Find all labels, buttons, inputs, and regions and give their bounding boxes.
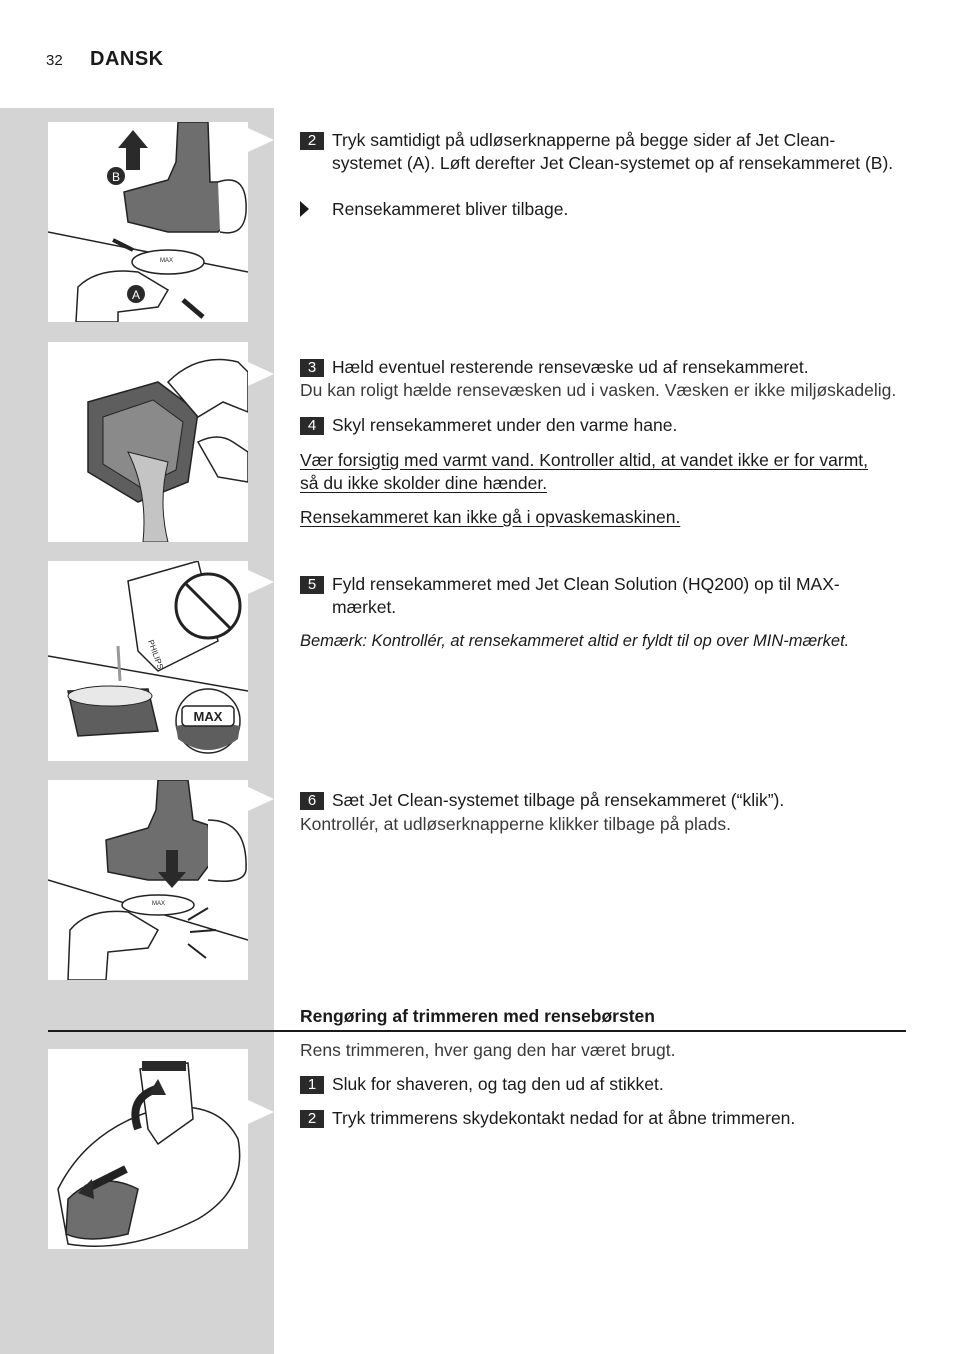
section-heading: Rengøring af trimmeren med rensebørsten: [300, 1006, 655, 1026]
illustration-fill-solution: [48, 561, 248, 761]
illustration-pointer: [248, 787, 274, 811]
step-text: Fyld rensekammeret med Jet Clean Solution (HQ200) op til MAX-mærket.: [332, 574, 840, 617]
step-4-rinse: [300, 414, 902, 437]
illustration-pointer: [248, 362, 274, 386]
step-number: 2: [300, 132, 324, 150]
step-number: 3: [300, 359, 324, 377]
step-text: Sluk for shaveren, og tag den ud af stikket.: [332, 1074, 664, 1094]
step-number: 2: [300, 1110, 324, 1128]
illustration-reattach-jet-clean: [48, 780, 248, 980]
section-divider: [48, 1030, 906, 1032]
step-6-note: Kontrollér, at udløserknapperne klikker tilbage på plads.: [300, 814, 731, 834]
step-text: Skyl rensekammeret under den varme hane.: [332, 415, 678, 435]
step-6-reattach: [300, 789, 902, 812]
warning-hot-water: Vær forsigtig med varmt vand. Kontroller altid, at vandet ikke er for varmt, så du ikke skolder dine hænder.: [300, 450, 868, 493]
label-b: B: [111, 170, 121, 184]
result-bullet: [300, 198, 902, 221]
max-badge-label: MAX: [193, 709, 223, 724]
step-number: 6: [300, 792, 324, 810]
page-number: 32: [46, 52, 63, 69]
step-number: 4: [300, 417, 324, 435]
step-number: 1: [300, 1076, 324, 1094]
warning-dishwasher: Rensekammeret kan ikke gå i opvaskemaskinen.: [300, 507, 681, 527]
step-text: Hæld eventuel resterende rensevæske ud af rensekammeret.: [332, 357, 809, 377]
step-text: Sæt Jet Clean-systemet tilbage på rensekammeret (“klik”).: [332, 790, 785, 810]
illustration-lift-jet-clean: [48, 122, 248, 322]
illustration-pointer: [248, 1100, 274, 1124]
trimmer-step-2: [300, 1107, 902, 1130]
bullet-arrow-icon: [300, 201, 309, 217]
illustration-open-trimmer: [48, 1049, 248, 1249]
cup-max-text: MAX: [160, 258, 174, 264]
step-3-pour-out: [300, 356, 902, 379]
cup-max-text: MAX: [152, 901, 166, 907]
page-language-title: DANSK: [90, 48, 164, 70]
bullet-text: Rensekammeret bliver tilbage.: [332, 199, 569, 219]
step-2-release-buttons: [300, 129, 902, 175]
step-5-fill-solution: [300, 573, 902, 619]
trimmer-step-1: [300, 1073, 902, 1096]
step-5-note: Bemærk: Kontrollér, at rensekammeret altid er fyldt til op over MIN-mærket.: [300, 632, 850, 650]
illustration-pour-out-fluid: [48, 342, 248, 542]
step-3-note: Du kan roligt hælde rensevæsken ud i vasken. Væsken er ikke miljøskadelig.: [300, 380, 897, 400]
step-text: Tryk trimmerens skydekontakt nedad for at åbne trimmeren.: [332, 1108, 796, 1128]
label-a: A: [131, 288, 141, 302]
bottle-brand: PHILIPS: [146, 638, 166, 671]
step-text: Tryk samtidigt på udløserknapperne på begge sider af Jet Clean-systemet (A). Løft derefter Jet Clean-systemet op af rensekammeret (B).: [332, 130, 894, 173]
illustration-pointer: [248, 570, 274, 594]
section-intro: Rens trimmeren, hver gang den har været brugt.: [300, 1040, 676, 1060]
illustration-pointer: [248, 128, 274, 152]
step-number: 5: [300, 576, 324, 594]
